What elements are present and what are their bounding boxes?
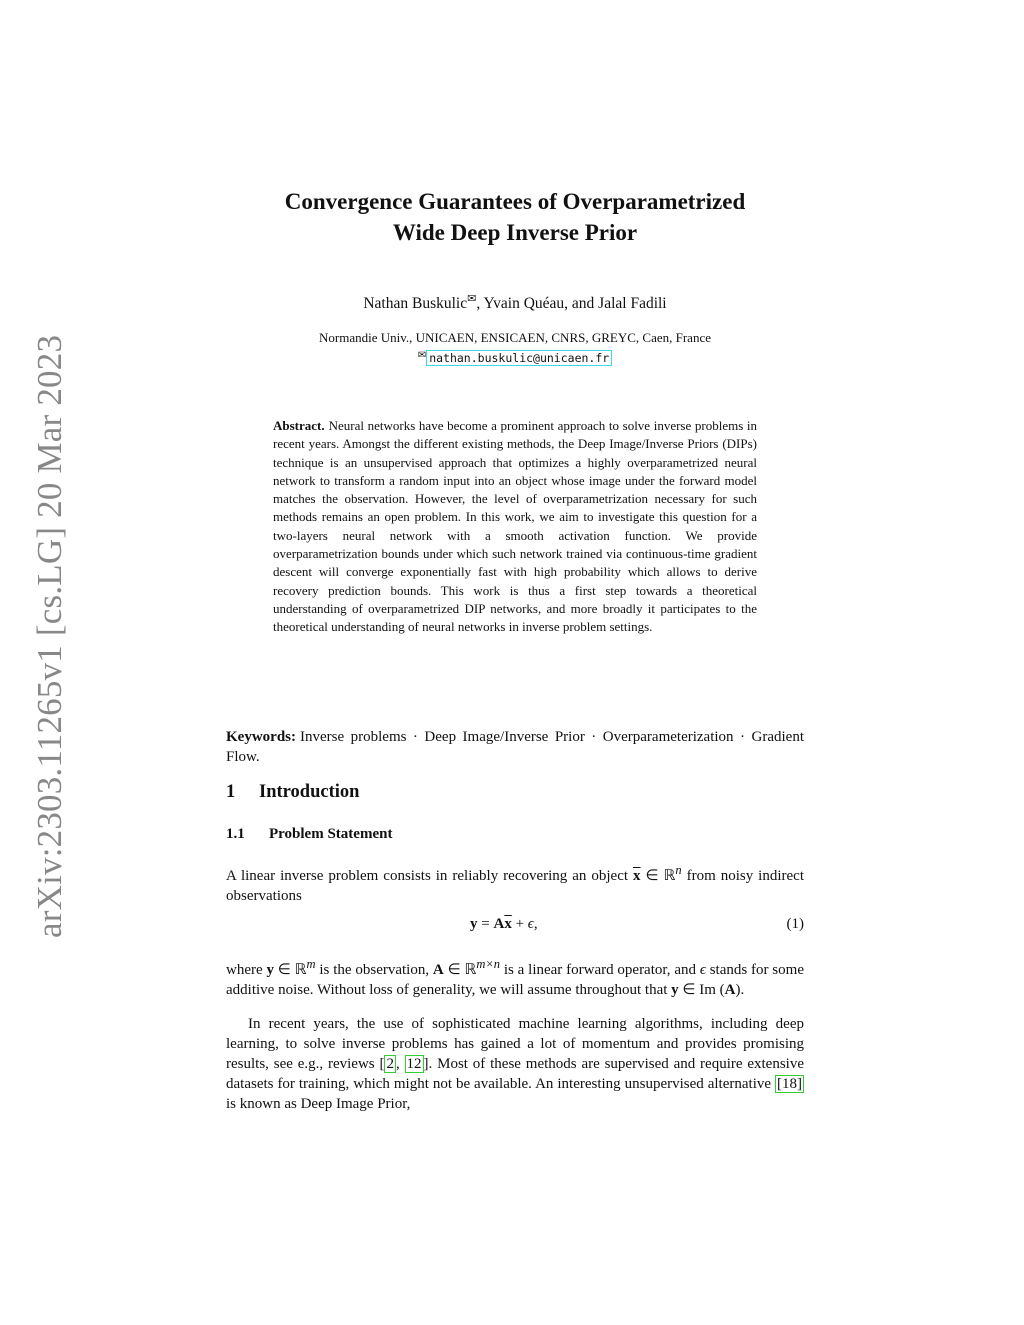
author-rest: , Yvain Quéau, and Jalal Fadili — [476, 295, 667, 313]
envelope-icon: ✉ — [417, 350, 427, 361]
title-line-1: Convergence Guarantees of Overparametrized — [284, 189, 746, 214]
keywords-label: Keywords: — [226, 729, 296, 745]
math-xbar: $\overline{x}$ — [633, 868, 641, 884]
subsection-number: 1.1 — [226, 826, 245, 842]
keywords-text: Inverse problems · Deep Image/Inverse Prior · Overparameterization · Gradient Flow. — [226, 729, 804, 765]
citation-link[interactable]: [18] — [777, 1076, 802, 1092]
envelope-icon: ✉ — [467, 293, 477, 305]
author-list — [200, 292, 830, 313]
paper-title — [200, 186, 830, 248]
p3-text-a: In recent years, the use of sophisticated machine learning algorithms, including deep learning, to solve inverse problems has gained a lot of momentum and provides promising results, see e.g., reviews — [226, 1016, 804, 1072]
affiliation: Normandie Univ., UNICAEN, ENSICAEN, CNRS, GREYC, Caen, France — [318, 330, 711, 345]
p2-text-d: stands for some additive noise. Without loss of generality, we will assume throughout that — [226, 962, 804, 998]
p2-text-c: is a linear forward operator, and — [500, 962, 700, 978]
equation-body: $y = A\overline{x} + \epsilon$, — [470, 916, 538, 932]
section-heading — [226, 782, 359, 803]
p1-text-b: from noisy indirect observations — [226, 868, 804, 904]
keywords — [226, 727, 804, 767]
section-title: Introduction — [259, 782, 360, 802]
p1-text-a: A linear inverse problem consists in reliably recovering an object — [226, 868, 633, 884]
abstract-text: Neural networks have become a prominent approach to solve inverse problems in recent years. Amongst the different existing methods, the Deep Image/Inverse Priors (DIPs) technique is an unsupervised approach that optimizes a highly overparametrized neural network to transform a random input into an object whose image under the forward model matches the observation. However, the level of overparametrization necessary for such methods remains an open problem. In this work, we aim to investigate this question for a two-layers neural network with a smooth activation function. We provide overparametrization bounds under which such network trained via continuous-time gradient descent will converge exponentially fast with high probability which allows to derive recovery prediction bounds. This work is thus a first step towards a theoretical understanding of overparametrized DIP networks, and more broadly it participates to the theoretical understanding of neural networks in inverse problem settings. — [273, 418, 757, 635]
email-link[interactable]: nathan.buskulic@unicaen.fr — [426, 350, 612, 366]
citation-link[interactable]: 2 — [386, 1056, 394, 1072]
abstract-label: Abstract. — [273, 418, 325, 433]
abstract — [273, 417, 757, 637]
citation-link[interactable]: 12 — [406, 1056, 422, 1072]
email-line — [200, 347, 830, 367]
author-first: Nathan Buskulic — [363, 295, 468, 313]
affiliation-block — [200, 329, 830, 367]
p2-text-b: is the observation, — [315, 962, 433, 978]
paragraph-2: where y ∈ ℝ$^m$ is the observation, A ∈ ℝ$^{m\times n}$ is a linear forward operator, and ϵ stands for some additive noise. Without loss of generality, we will assume throughout that y ∈ Im (A). — [226, 957, 804, 998]
subsection-heading — [226, 826, 392, 843]
p3-text-b: . Most of these methods are supervised and require extensive datasets for training, which might not be available. An interesting unsupervised alternative — [226, 1056, 805, 1092]
subsection-title: Problem Statement — [269, 826, 393, 842]
paragraph-3: In recent years, the use of sophisticated machine learning algorithms, including deep learning, to solve inverse problems has gained a lot of momentum and provides promising results, see e.g., reviews [ 2 , 12 ]. Most of these methods are supervised and require extensive datasets for training, which might not be available. An interesting unsupervised alternative [18] is known as Deep Image Prior, — [226, 1016, 805, 1112]
arxiv-identifier[interactable]: arXiv:2303.11265v1 [cs.LG] 20 Mar 2023 — [30, 334, 69, 938]
p2-text-a: where — [226, 962, 267, 978]
section-number: 1 — [226, 782, 236, 802]
p3-text-c: is known as Deep Image Prior, — [226, 1096, 411, 1112]
citation-number: 18 — [782, 1076, 797, 1092]
title-line-2: Wide Deep Inverse Prior — [392, 220, 638, 245]
paragraph-1: A linear inverse problem consists in reliably recovering an object $\overline{x}$ ∈ ℝ$^n$ from noisy indirect observations — [226, 863, 804, 904]
equation-number: (1) — [786, 916, 804, 932]
